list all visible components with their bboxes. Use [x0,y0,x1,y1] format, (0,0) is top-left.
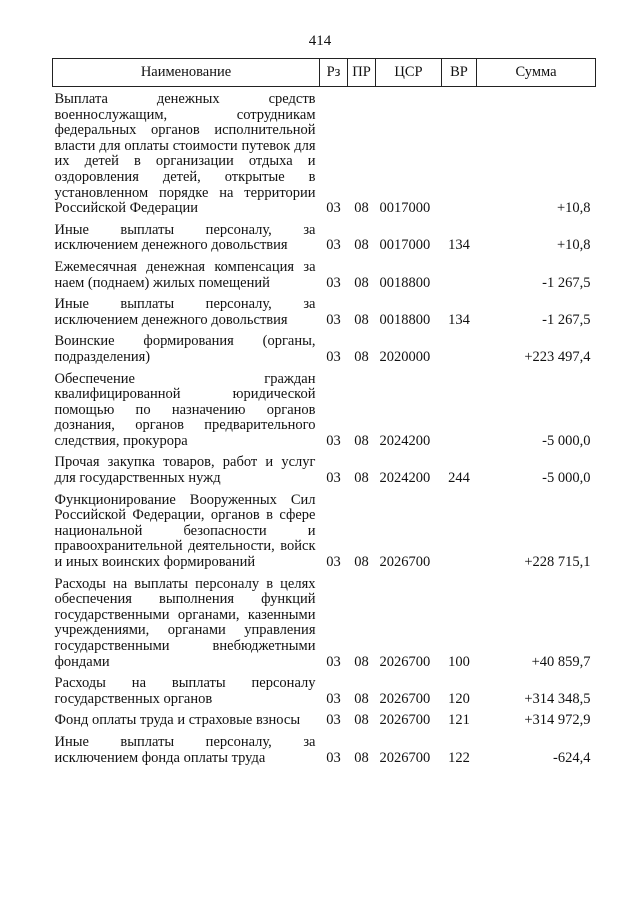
table-row [53,291,596,328]
cell-csr: 2024200 [379,470,431,487]
cell-name: Иные выплаты персоналу, за исключением денежного довольствия [54,296,316,328]
cell-sum: +314 972,9 [524,712,591,729]
budget-table [52,58,596,766]
table-row [53,328,596,365]
cell-name: Выплата денежных средств военнослужащим, сотрудникам федеральных органов исполнительной власти для оплаты стоимости путевок для их детей в организации отдыха и оздоровления детей, открытые в установленном порядке на территории Российской Федерации [54,91,316,217]
cell-vr [442,328,477,365]
cell-sum: -624,4 [553,749,591,766]
cell-pr: 08 [354,690,369,707]
cell-rz: 03 [326,554,341,571]
cell-rz: 03 [326,432,341,449]
cell-name: Ежемесячная денежная компенсация за наем (поднаем) жилых помещений [54,258,316,291]
cell-vr: 120 [448,690,470,707]
table-row [53,487,596,571]
cell-sum: +10,8 [556,200,591,217]
cell-sum: +10,8 [556,237,591,254]
cell-name: Расходы на выплаты персоналу в целях обеспечения выполнения функций государственными органами, казенными учреждениями, органами управления государственными внебюджетными фондами [54,575,316,670]
table-row [53,729,596,766]
cell-rz: 03 [326,712,341,729]
cell-sum: +314 348,5 [524,690,591,707]
header-rz: Рз [320,59,348,87]
cell-sum: -5 000,0 [542,432,591,449]
table-body [53,87,596,767]
cell-sum: +228 715,1 [524,554,591,571]
cell-vr: 134 [448,237,470,254]
cell-rz: 03 [326,237,341,254]
cell-vr [442,254,477,291]
table-row [53,707,596,729]
cell-vr: 122 [448,749,470,766]
cell-rz: 03 [326,348,341,365]
cell-pr: 08 [354,348,369,365]
cell-csr: 0018800 [379,311,431,328]
cell-pr: 08 [354,554,369,571]
cell-pr: 08 [354,237,369,254]
cell-pr: 08 [354,274,369,291]
table-header [53,59,596,87]
header-sum: Сумма [477,59,596,87]
cell-name: Фонд оплаты труда и страховые взносы [54,712,301,729]
cell-pr: 08 [354,749,369,766]
cell-vr [442,487,477,571]
cell-vr: 134 [448,311,470,328]
cell-name: Иные выплаты персоналу, за исключением денежного довольствия [54,221,316,254]
cell-rz: 03 [326,311,341,328]
table-row [53,571,596,671]
cell-csr: 2026700 [379,554,431,571]
cell-pr: 08 [354,200,369,217]
table-row [53,87,596,217]
table-row [53,670,596,707]
header-csr: ЦСР [376,59,442,87]
cell-csr: 2020000 [379,348,431,365]
cell-pr: 08 [354,653,369,670]
cell-pr: 08 [354,712,369,729]
cell-vr [442,87,477,217]
cell-pr: 08 [354,470,369,487]
cell-pr: 08 [354,432,369,449]
cell-name: Обеспечение граждан квалифицированной юридической помощью по назначению органов дознания, органов предварительного следствия, прокурора [54,370,316,449]
cell-sum: -1 267,5 [542,311,591,328]
cell-csr: 0018800 [379,274,431,291]
table-row [53,366,596,450]
cell-csr: 2024200 [379,432,431,449]
header-pr: ПР [348,59,376,87]
cell-name: Воинские формирования (органы, подразделения) [54,333,316,365]
table-row [53,217,596,254]
cell-vr: 244 [448,470,470,487]
cell-csr: 0017000 [379,237,431,254]
header-name: Наименование [53,59,320,87]
page-number: 414 [308,33,332,49]
cell-name: Функционирование Вооруженных Сил Российской Федерации, органов в сфере национальной безопасности и правоохранительной деятельности, войск и иных воинских формирований [54,491,316,571]
cell-csr: 2026700 [379,690,431,707]
cell-csr: 0017000 [379,200,431,217]
cell-csr: 2026700 [379,653,431,670]
header-vr: ВР [442,59,477,87]
cell-csr: 2026700 [379,749,431,766]
cell-name: Прочая закупка товаров, работ и услуг для государственных нужд [54,454,316,487]
cell-vr: 100 [448,653,470,670]
cell-rz: 03 [326,749,341,766]
cell-sum: +223 497,4 [524,348,591,365]
cell-name: Расходы на выплаты персоналу государственных органов [54,675,316,707]
cell-name: Иные выплаты персоналу, за исключением фонда оплаты труда [54,733,316,766]
cell-rz: 03 [326,690,341,707]
cell-pr: 08 [354,311,369,328]
cell-sum: +40 859,7 [531,653,591,670]
cell-rz: 03 [326,274,341,291]
table-row [53,449,596,486]
cell-vr: 121 [448,712,470,729]
cell-csr: 2026700 [379,712,431,729]
cell-rz: 03 [326,653,341,670]
cell-sum: -5 000,0 [542,470,591,487]
cell-sum: -1 267,5 [542,274,591,291]
cell-vr [442,366,477,450]
table-row [53,254,596,291]
cell-rz: 03 [326,200,341,217]
cell-rz: 03 [326,470,341,487]
